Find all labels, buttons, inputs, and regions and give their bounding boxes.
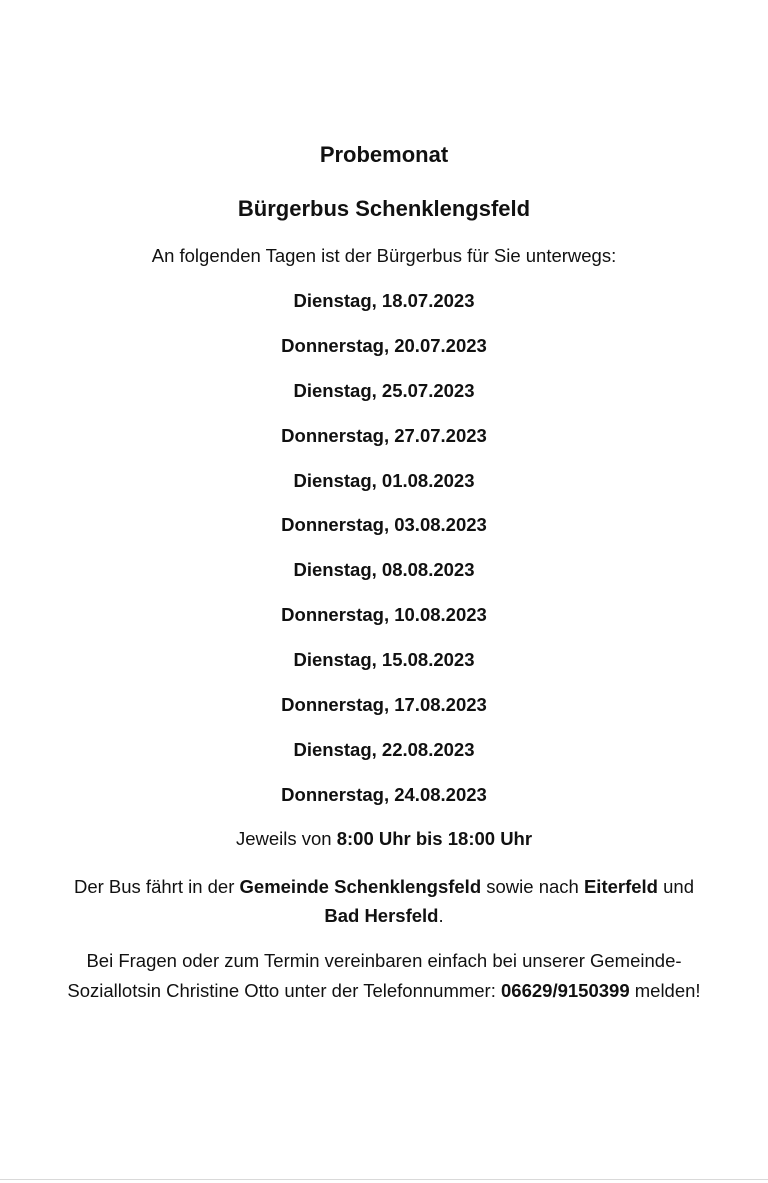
date-item: Dienstag, 18.07.2023 [293, 290, 475, 311]
route-place-eiterfeld: Eiterfeld [583, 876, 658, 897]
date-item: Donnerstag, 17.08.2023 [281, 694, 487, 716]
date-item: Dienstag, 08.08.2023 [293, 559, 475, 581]
contact-phone: 06629/9150399 [501, 979, 630, 1001]
date-list [0, 288, 768, 827]
service-hours [0, 826, 768, 852]
route-text-3: und [658, 876, 695, 897]
title-probemonat: Probemonat [319, 142, 449, 167]
route-text-4: . [438, 905, 444, 926]
route-place-schenklengsfeld: Gemeinde Schenklengsfeld [239, 876, 482, 897]
route-text-1: Der Bus fährt in der [73, 876, 240, 897]
contact-suffix: melden! [629, 979, 701, 1001]
date-item: Donnerstag, 27.07.2023 [281, 424, 487, 446]
date-item: Dienstag, 15.08.2023 [293, 649, 475, 671]
date-item: Dienstag, 25.07.2023 [293, 379, 475, 401]
date-item: Donnerstag, 10.08.2023 [281, 604, 487, 626]
route-place-bad-hersfeld: Bad Hersfeld [324, 905, 439, 926]
hours-range: 8:00 Uhr bis 18:00 Uhr [336, 828, 533, 849]
date-item: Dienstag, 01.08.2023 [293, 469, 475, 491]
date-item: Dienstag, 22.08.2023 [293, 738, 475, 760]
route-text-2: sowie nach [481, 876, 584, 897]
hours-prefix: Jeweils von [235, 828, 337, 849]
date-item: Donnerstag, 20.07.2023 [281, 334, 487, 356]
date-item: Donnerstag, 03.08.2023 [281, 514, 487, 536]
intro-text: An folgenden Tagen ist der Bürgerbus für Sie unterwegs: [151, 245, 617, 266]
route-info [40, 872, 728, 930]
date-item: Donnerstag, 24.08.2023 [281, 783, 487, 805]
title-buergerbus: Bürgerbus Schenklengsfeld [237, 196, 531, 221]
contact-info [40, 946, 728, 1005]
contact-text: Bei Fragen oder zum Termin vereinbaren einfach bei unserer Gemeinde-Soziallotsin Christine Otto unter der Telefonnummer: [67, 950, 682, 1001]
bottom-divider [0, 1179, 768, 1180]
